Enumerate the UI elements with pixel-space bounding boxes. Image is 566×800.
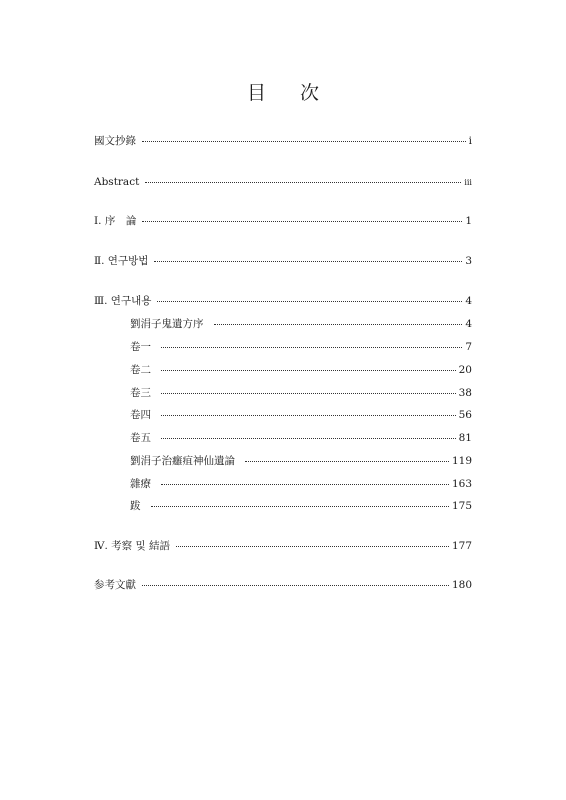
toc-page-number: 56: [458, 409, 472, 421]
toc-label: Abstract: [94, 176, 140, 188]
toc-label: 雜療: [130, 478, 151, 490]
toc-entry[interactable]: [94, 174, 472, 190]
leader-dots: [161, 428, 456, 439]
toc-label: Ⅱ. 연구방법: [94, 255, 149, 267]
leader-dots: [161, 337, 462, 348]
leader-dots: [161, 405, 456, 416]
leader-dots: [142, 131, 466, 142]
toc-page-number: 177: [451, 540, 472, 552]
toc-entry[interactable]: [94, 133, 472, 148]
toc-subentry[interactable]: [130, 453, 472, 468]
leader-dots: [142, 211, 462, 222]
toc-subentry[interactable]: [130, 498, 472, 513]
toc-page-number: 119: [451, 455, 472, 467]
toc-label: 劉涓子治癰疽神仙遺論: [130, 455, 235, 467]
toc-page-number: 7: [465, 341, 472, 353]
toc-entry[interactable]: [94, 213, 472, 228]
leader-dots: [154, 251, 462, 262]
toc-subentry[interactable]: [130, 339, 472, 354]
toc-label: 卷二: [130, 364, 151, 376]
toc-label: 卷四: [130, 409, 151, 421]
toc-entry[interactable]: [94, 577, 472, 592]
toc-page-number: 20: [458, 364, 472, 376]
toc-label: Ⅲ. 연구내용: [94, 295, 152, 307]
toc-page-number: 38: [458, 387, 472, 399]
toc-label: 卷一: [130, 341, 151, 353]
toc-subentry[interactable]: [130, 476, 472, 491]
toc-label: Ⅰ. 序 論: [94, 215, 137, 227]
toc-label: 参考文獻: [94, 579, 136, 591]
leader-dots: [214, 314, 463, 325]
leader-dots: [161, 474, 449, 485]
leader-dots: [161, 383, 456, 394]
toc-page-number: i: [468, 135, 472, 147]
toc-subentry[interactable]: [130, 385, 472, 400]
leader-dots: [157, 291, 462, 302]
leader-dots: [245, 451, 449, 462]
toc-subentry[interactable]: [130, 362, 472, 377]
leader-dots: [161, 360, 456, 371]
toc-page-number: 180: [451, 579, 472, 591]
toc-page-number: 175: [451, 500, 472, 512]
toc-page-number: 163: [451, 478, 472, 490]
toc-label: 國文抄錄: [94, 135, 136, 147]
toc-page-number: iii: [464, 178, 472, 187]
toc-page-number: 4: [465, 318, 472, 330]
leader-dots: [176, 536, 449, 547]
toc-label: 卷五: [130, 432, 151, 444]
toc-entry[interactable]: [94, 253, 472, 268]
toc-entry[interactable]: [94, 293, 472, 308]
toc-label: 跋: [130, 500, 141, 512]
toc-subentry[interactable]: [130, 430, 472, 445]
leader-dots: [151, 496, 449, 507]
toc-entry[interactable]: [94, 538, 472, 553]
toc-label: 劉涓子鬼遺方序: [130, 318, 204, 330]
leader-dots: [142, 575, 449, 586]
toc-label: Ⅳ. 考察 및 結語: [94, 540, 170, 552]
leader-dots: [145, 172, 461, 183]
toc-subentry[interactable]: [130, 316, 472, 331]
toc-page-number: 4: [465, 295, 472, 307]
toc-page-number: 81: [458, 432, 472, 444]
toc-page-number: 3: [465, 255, 472, 267]
toc-label: 卷三: [130, 387, 151, 399]
toc-subentry[interactable]: [130, 407, 472, 422]
toc-page-number: 1: [465, 215, 472, 227]
page-title: 目 次: [246, 82, 334, 104]
